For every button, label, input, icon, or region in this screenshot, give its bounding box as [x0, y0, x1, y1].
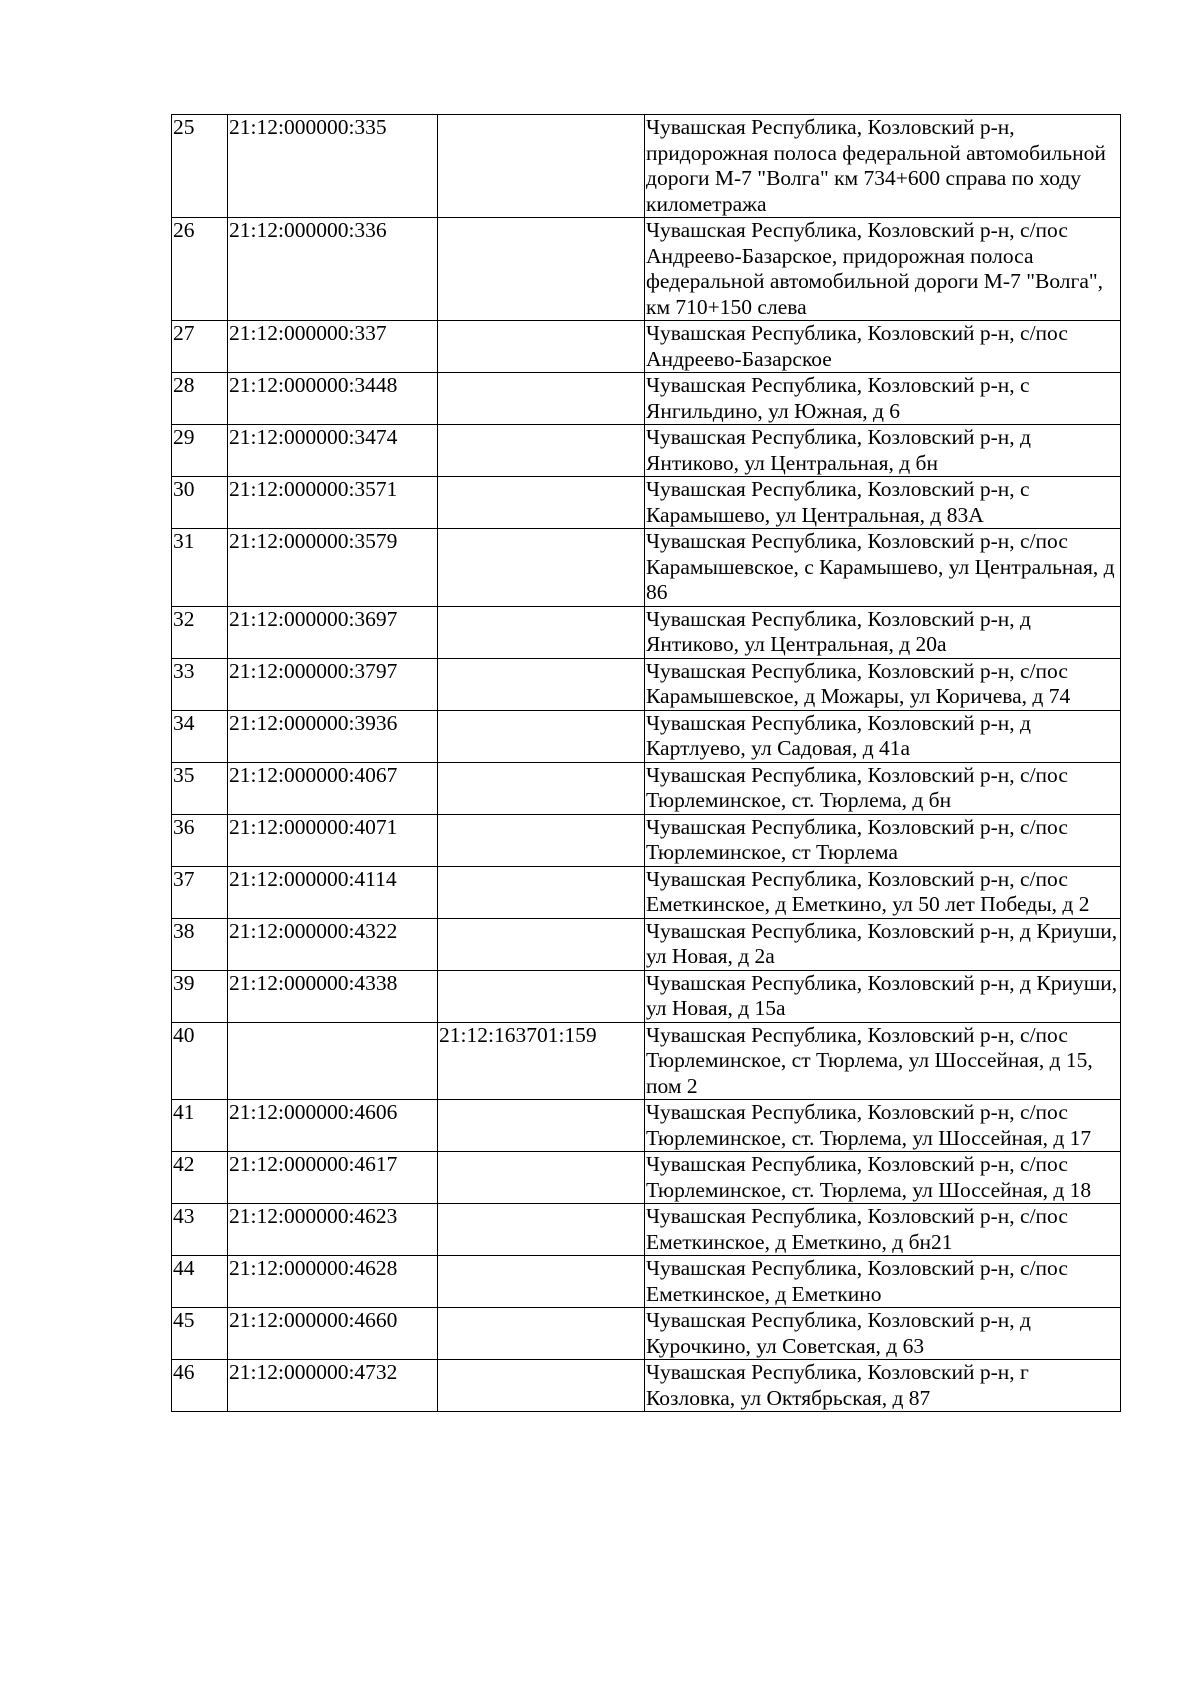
address-cell: Чувашская Республика, Козловский р-н, с/пос Тюрлеминское, ст. Тюрлема, ул Шоссейная, д 17 [645, 1100, 1121, 1152]
table-row [172, 1100, 1121, 1152]
address-cell: Чувашская Республика, Козловский р-н, с/пос Тюрлеминское, ст. Тюрлема, д бн [645, 762, 1121, 814]
cadastral-number-cell: 21:12:000000:3936 [228, 710, 438, 762]
table-row [172, 373, 1121, 425]
cadastral-number-secondary-cell [438, 1308, 645, 1360]
cadastral-number-secondary-cell [438, 606, 645, 658]
cadastral-number-cell: 21:12:000000:4071 [228, 814, 438, 866]
row-number-cell: 30 [172, 477, 228, 529]
cadastral-number-secondary-cell [438, 1256, 645, 1308]
row-number-cell: 42 [172, 1152, 228, 1204]
cadastral-number-cell: 21:12:000000:4322 [228, 918, 438, 970]
cadastral-number-cell: 21:12:000000:3697 [228, 606, 438, 658]
address-cell: Чувашская Республика, Козловский р-н, с Янгильдино, ул Южная, д 6 [645, 373, 1121, 425]
row-number-cell: 26 [172, 218, 228, 321]
table-row [172, 606, 1121, 658]
cadastral-number-cell [228, 1022, 438, 1100]
cadastral-number-cell: 21:12:000000:4628 [228, 1256, 438, 1308]
cadastral-number-cell: 21:12:000000:4606 [228, 1100, 438, 1152]
cadastral-number-cell: 21:12:000000:4067 [228, 762, 438, 814]
registry-table-body [172, 115, 1121, 1412]
cadastral-number-cell: 21:12:000000:4623 [228, 1204, 438, 1256]
address-cell: Чувашская Республика, Козловский р-н, д Картлуево, ул Садовая, д 41а [645, 710, 1121, 762]
table-row [172, 1256, 1121, 1308]
cadastral-number-cell: 21:12:000000:3579 [228, 529, 438, 607]
cadastral-number-cell: 21:12:000000:3571 [228, 477, 438, 529]
table-row [172, 425, 1121, 477]
table-row [172, 970, 1121, 1022]
address-cell: Чувашская Республика, Козловский р-н, с/пос Еметкинское, д Еметкино [645, 1256, 1121, 1308]
cadastral-number-secondary-cell [438, 710, 645, 762]
cadastral-number-secondary-cell [438, 477, 645, 529]
cadastral-number-cell: 21:12:000000:3448 [228, 373, 438, 425]
address-cell: Чувашская Республика, Козловский р-н, с/пос Тюрлеминское, ст Тюрлема, ул Шоссейная, д 15, пом 2 [645, 1022, 1121, 1100]
table-row [172, 477, 1121, 529]
cadastral-number-cell: 21:12:000000:335 [228, 115, 438, 218]
table-row [172, 918, 1121, 970]
row-number-cell: 34 [172, 710, 228, 762]
cadastral-number-cell: 21:12:000000:4617 [228, 1152, 438, 1204]
cadastral-number-secondary-cell [438, 658, 645, 710]
table-row [172, 1360, 1121, 1412]
cadastral-number-secondary-cell [438, 425, 645, 477]
row-number-cell: 33 [172, 658, 228, 710]
cadastral-number-secondary-cell [438, 814, 645, 866]
cadastral-number-secondary-cell [438, 218, 645, 321]
cadastral-number-cell: 21:12:000000:4338 [228, 970, 438, 1022]
cadastral-number-secondary-cell [438, 1100, 645, 1152]
row-number-cell: 44 [172, 1256, 228, 1308]
address-cell: Чувашская Республика, Козловский р-н, с/пос Карамышевское, с Карамышево, ул Центральная, д 86 [645, 529, 1121, 607]
table-row [172, 115, 1121, 218]
address-cell: Чувашская Республика, Козловский р-н, г Козловка, ул Октябрьская, д 87 [645, 1360, 1121, 1412]
row-number-cell: 46 [172, 1360, 228, 1412]
cadastral-number-secondary-cell [438, 918, 645, 970]
row-number-cell: 40 [172, 1022, 228, 1100]
table-row [172, 321, 1121, 373]
address-cell: Чувашская Республика, Козловский р-н, с/пос Карамышевское, д Можары, ул Коричева, д 74 [645, 658, 1121, 710]
row-number-cell: 29 [172, 425, 228, 477]
table-row [172, 762, 1121, 814]
row-number-cell: 36 [172, 814, 228, 866]
cadastral-number-secondary-cell [438, 1152, 645, 1204]
row-number-cell: 38 [172, 918, 228, 970]
table-row [172, 1152, 1121, 1204]
cadastral-number-cell: 21:12:000000:336 [228, 218, 438, 321]
cadastral-number-secondary-cell [438, 1360, 645, 1412]
table-row [172, 866, 1121, 918]
table-row [172, 1204, 1121, 1256]
table-row [172, 218, 1121, 321]
table-row [172, 710, 1121, 762]
cadastral-number-secondary-cell [438, 762, 645, 814]
cadastral-number-secondary-cell [438, 529, 645, 607]
table-row [172, 1308, 1121, 1360]
row-number-cell: 43 [172, 1204, 228, 1256]
address-cell: Чувашская Республика, Козловский р-н, с/пос Еметкинское, д Еметкино, ул 50 лет Победы, д 2 [645, 866, 1121, 918]
cadastral-number-secondary-cell [438, 321, 645, 373]
table-row [172, 1022, 1121, 1100]
cadastral-number-secondary-cell [438, 866, 645, 918]
cadastral-number-secondary-cell [438, 970, 645, 1022]
address-cell: Чувашская Республика, Козловский р-н, с/пос Еметкинское, д Еметкино, д бн21 [645, 1204, 1121, 1256]
row-number-cell: 25 [172, 115, 228, 218]
cadastral-number-secondary-cell [438, 1204, 645, 1256]
cadastral-number-cell: 21:12:000000:3797 [228, 658, 438, 710]
address-cell: Чувашская Республика, Козловский р-н, д Криуши, ул Новая, д 2а [645, 918, 1121, 970]
address-cell: Чувашская Республика, Козловский р-н, д Криуши, ул Новая, д 15а [645, 970, 1121, 1022]
row-number-cell: 35 [172, 762, 228, 814]
row-number-cell: 32 [172, 606, 228, 658]
cadastral-number-cell: 21:12:000000:4660 [228, 1308, 438, 1360]
address-cell: Чувашская Республика, Козловский р-н, д Янтиково, ул Центральная, д бн [645, 425, 1121, 477]
row-number-cell: 27 [172, 321, 228, 373]
cadastral-number-secondary-cell [438, 373, 645, 425]
row-number-cell: 41 [172, 1100, 228, 1152]
address-cell: Чувашская Республика, Козловский р-н, д Курочкино, ул Советская, д 63 [645, 1308, 1121, 1360]
table-row [172, 814, 1121, 866]
address-cell: Чувашская Республика, Козловский р-н, с/пос Андреево-Базарское, придорожная полоса федеральной автомобильной дороги М-7 "Волга", км 710+150 слева [645, 218, 1121, 321]
cadastral-number-secondary-cell: 21:12:163701:159 [438, 1022, 645, 1100]
address-cell: Чувашская Республика, Козловский р-н, с/пос Тюрлеминское, ст. Тюрлема, ул Шоссейная, д 18 [645, 1152, 1121, 1204]
cadastral-number-secondary-cell [438, 115, 645, 218]
address-cell: Чувашская Республика, Козловский р-н, с/пос Тюрлеминское, ст Тюрлема [645, 814, 1121, 866]
row-number-cell: 45 [172, 1308, 228, 1360]
address-cell: Чувашская Республика, Козловский р-н, придорожная полоса федеральной автомобильной дороги М-7 "Волга" км 734+600 справа по ходу километража [645, 115, 1121, 218]
row-number-cell: 37 [172, 866, 228, 918]
address-cell: Чувашская Республика, Козловский р-н, с Карамышево, ул Центральная, д 83А [645, 477, 1121, 529]
row-number-cell: 39 [172, 970, 228, 1022]
address-cell: Чувашская Республика, Козловский р-н, с/пос Андреево-Базарское [645, 321, 1121, 373]
cadastral-number-cell: 21:12:000000:4114 [228, 866, 438, 918]
table-row [172, 529, 1121, 607]
address-cell: Чувашская Республика, Козловский р-н, д Янтиково, ул Центральная, д 20а [645, 606, 1121, 658]
property-registry-table [171, 114, 1121, 1412]
row-number-cell: 31 [172, 529, 228, 607]
cadastral-number-cell: 21:12:000000:3474 [228, 425, 438, 477]
cadastral-number-cell: 21:12:000000:337 [228, 321, 438, 373]
row-number-cell: 28 [172, 373, 228, 425]
table-row [172, 658, 1121, 710]
cadastral-number-cell: 21:12:000000:4732 [228, 1360, 438, 1412]
